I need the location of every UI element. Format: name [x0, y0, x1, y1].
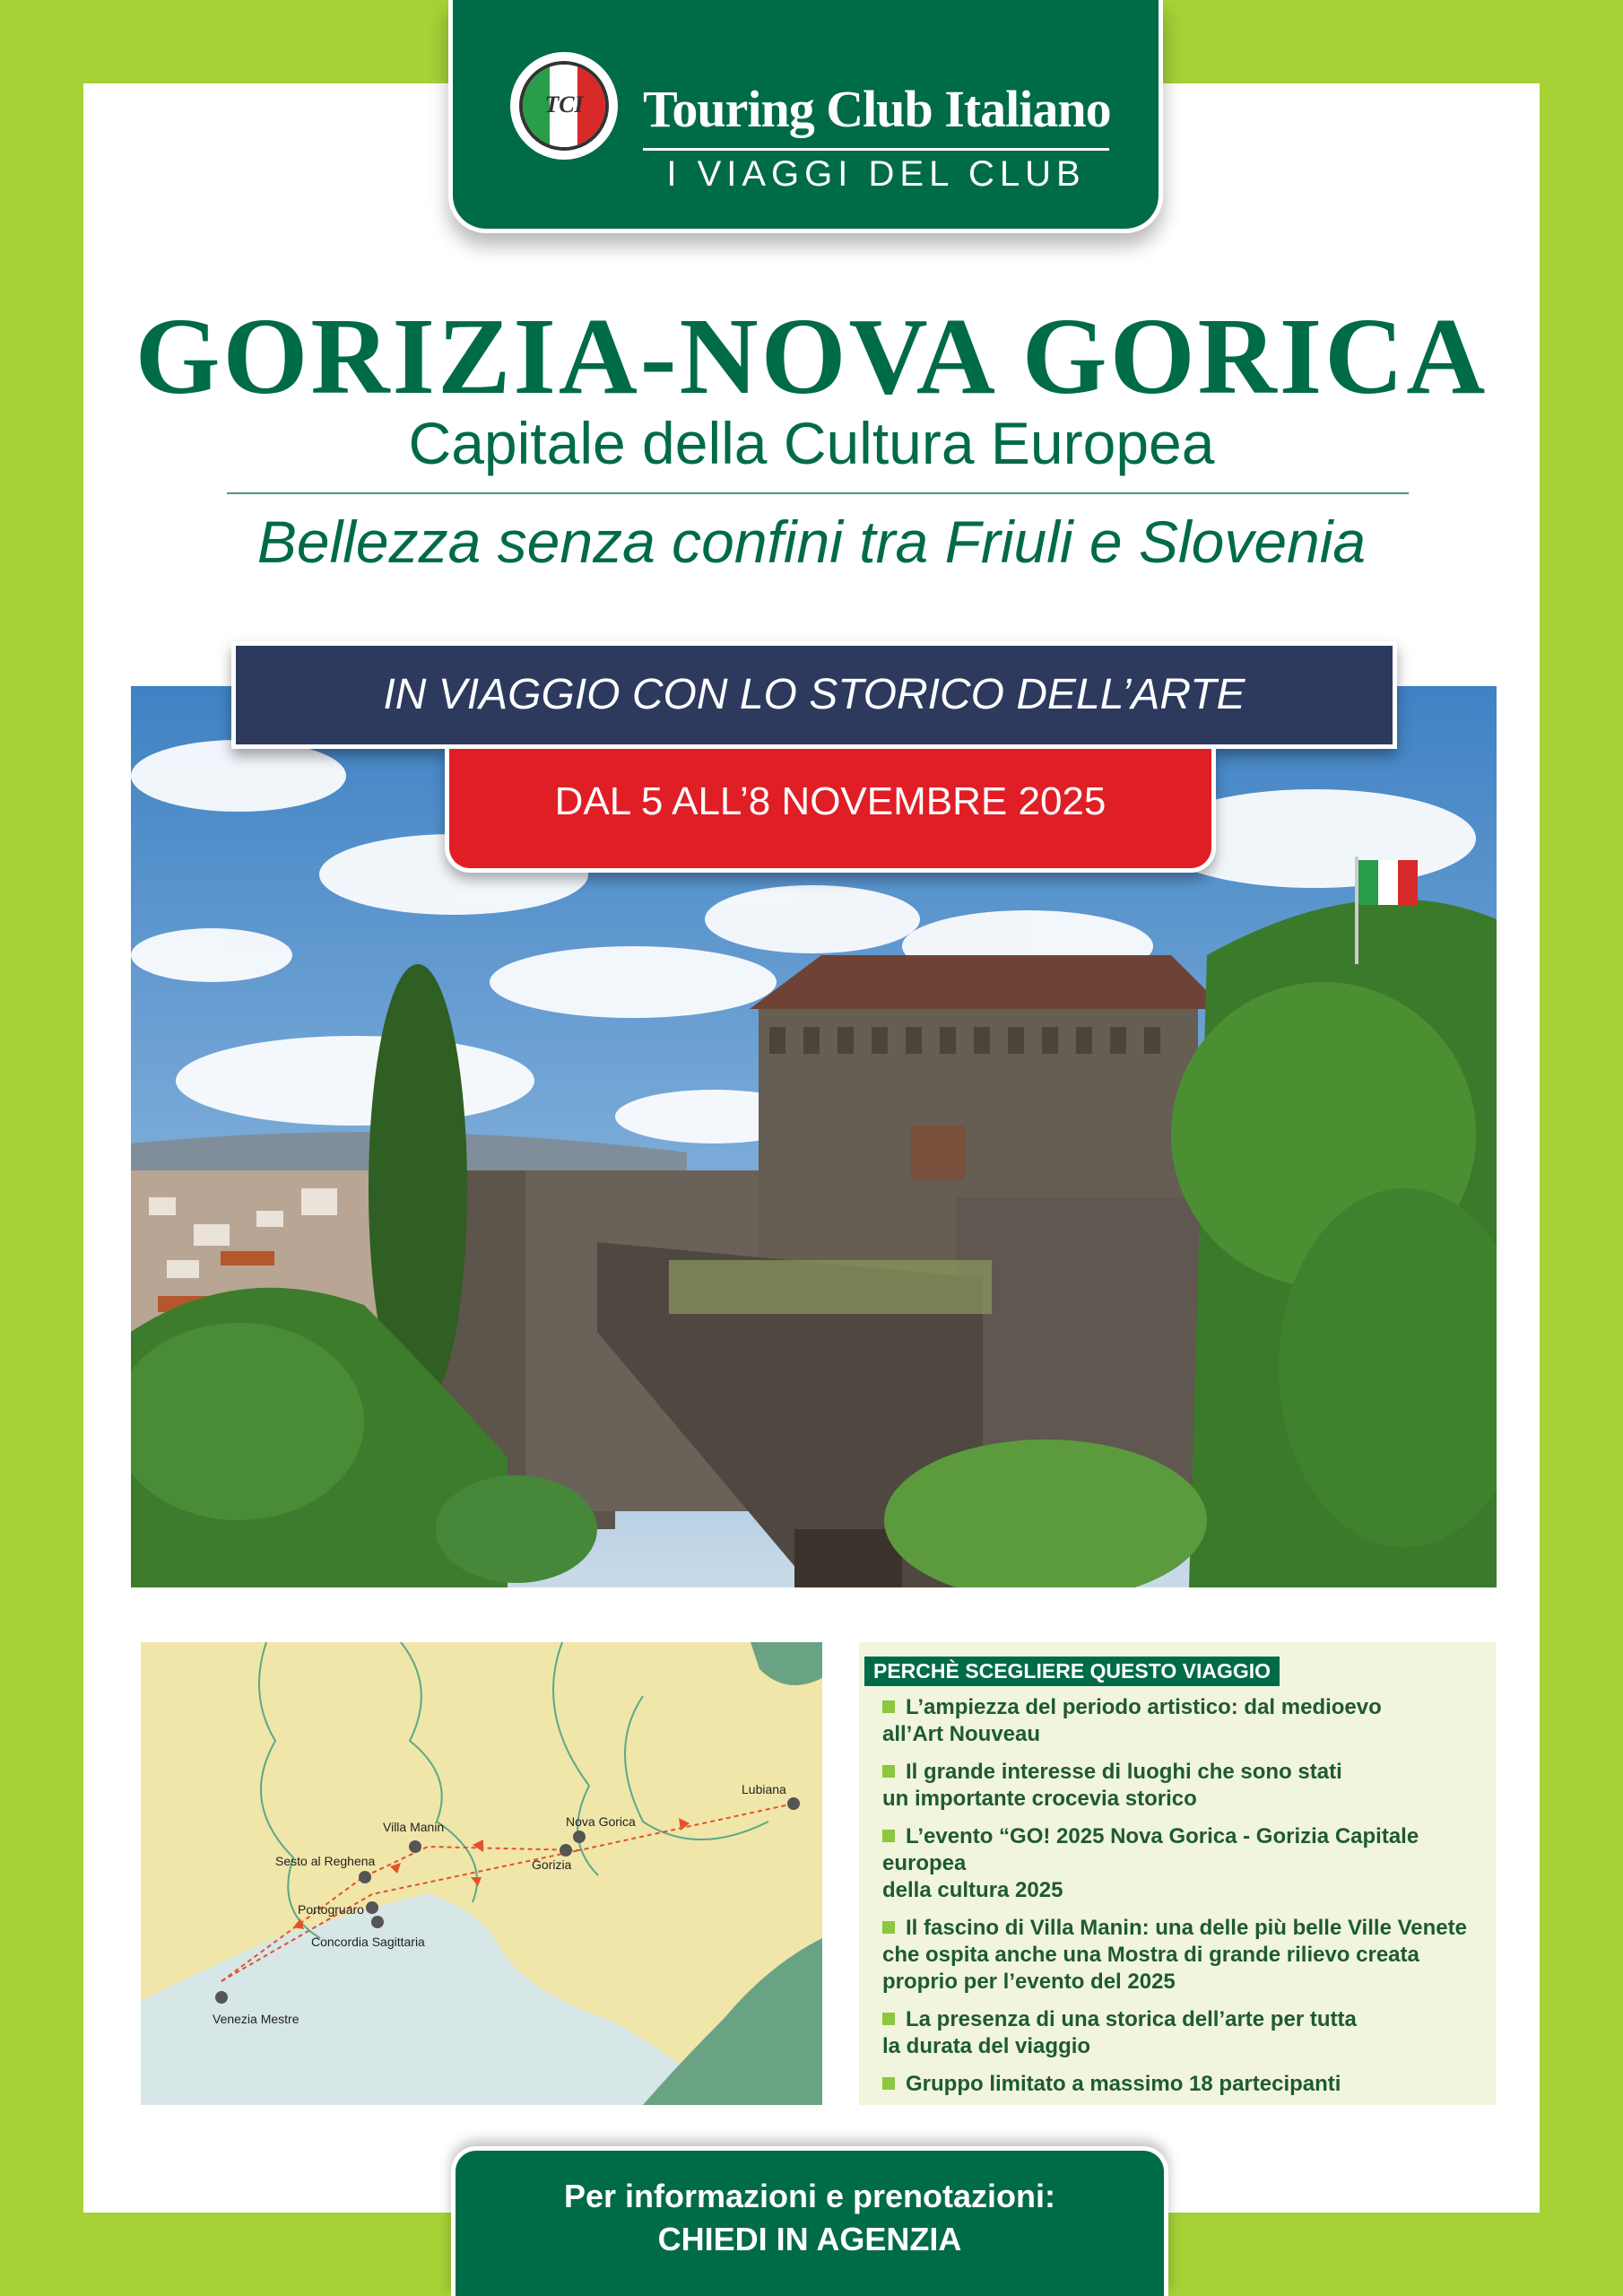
page-tagline: Bellezza senza confini tra Friuli e Slovenia	[256, 509, 1367, 575]
brand-divider	[643, 148, 1109, 151]
reasons-panel	[859, 1642, 1496, 2105]
square-bullet-icon	[882, 1700, 895, 1713]
map-label-gorizia: Gorizia	[532, 1857, 572, 1872]
map-label-concordia-sagittaria: Concordia Sagittaria	[311, 1935, 425, 1949]
page-title: GORIZIA-NOVA GORICA	[135, 296, 1488, 417]
map-label-venezia-mestre: Venezia Mestre	[213, 2012, 299, 2026]
list-item: Gruppo limitato a massimo 18 partecipanti	[882, 2071, 1483, 2098]
map-label-lubiana: Lubiana	[742, 1782, 786, 1796]
tci-logo-icon	[510, 52, 618, 160]
logo-text: TCI	[544, 91, 584, 117]
footer-agency-text: CHIEDI IN AGENZIA	[657, 2221, 962, 2257]
map-label-villa-manin: Villa Manin	[383, 1820, 445, 1834]
list-item: La presenza di una storica dell’arte per tutta la durata del viaggio	[882, 2007, 1357, 2058]
header-tab	[448, 0, 1163, 233]
square-bullet-icon	[882, 1921, 895, 1934]
square-bullet-icon	[882, 1830, 895, 1842]
square-bullet-icon	[882, 2077, 895, 2090]
dates-banner: DAL 5 ALL’8 NOVEMBRE 2025	[445, 749, 1216, 873]
list-item: L’ampiezza del periodo artistico: dal medioevo all’Art Nouveau	[882, 1695, 1382, 1746]
brand-name: Touring Club Italiano	[643, 80, 1111, 138]
list-item: L’evento “GO! 2025 Nova Gorica - Gorizia Capitale europea della cultura 2025	[882, 1824, 1419, 1902]
square-bullet-icon	[882, 1765, 895, 1778]
page-subtitle: Capitale della Cultura Europea	[408, 410, 1215, 476]
theme-banner: IN VIAGGIO CON LO STORICO DELL’ARTE	[231, 641, 1397, 749]
footer-info-text: Per informazioni e prenotazioni:	[563, 2178, 1056, 2214]
title-divider	[227, 492, 1409, 494]
map-label-portogruaro: Portogruaro	[298, 1902, 364, 1917]
square-bullet-icon	[882, 2013, 895, 2025]
list-item: Il grande interesse di luoghi che sono stati un importante crocevia storico	[882, 1760, 1342, 1811]
map-label-nova-gorica: Nova Gorica	[566, 1814, 636, 1829]
reasons-list	[882, 1694, 1483, 2109]
brand-subtitle: I VIAGGI DEL CLUB	[666, 154, 1086, 194]
contact-footer	[451, 2146, 1168, 2296]
map-label-sesto-al-reghena: Sesto al Reghena	[275, 1854, 376, 1868]
route-map	[141, 1642, 822, 2105]
list-item: Il fascino di Villa Manin: una delle più belle Ville Venete che ospita anche una Mostra di grande rilievo creata proprio per l’evento del 2025	[882, 1916, 1467, 1994]
reasons-heading: PERCHÈ SCEGLIERE QUESTO VIAGGIO	[864, 1657, 1280, 1686]
